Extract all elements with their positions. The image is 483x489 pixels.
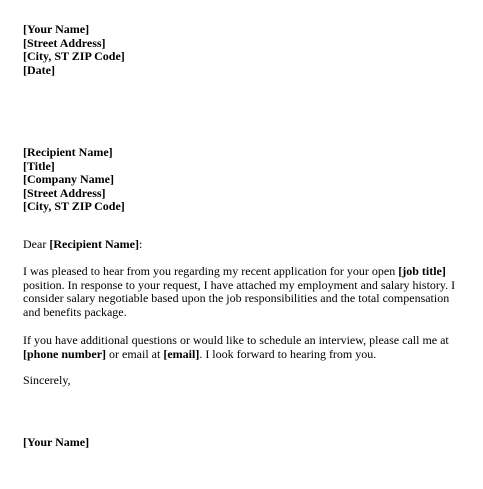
- salutation-suffix: :: [138, 237, 143, 251]
- signature-name: [Your Name]: [23, 435, 90, 449]
- phone-placeholder: [phone number]: [23, 346, 107, 361]
- closing-text: Sincerely,: [23, 373, 71, 387]
- email-placeholder: [email]: [163, 346, 200, 361]
- sender-address-block: [23, 23, 468, 77]
- recipient-title: [Title]: [23, 158, 55, 173]
- sender-name: [Your Name]: [23, 22, 90, 36]
- paragraph2-text-a: If you have additional questions or would like to schedule an interview, please call me at: [23, 333, 449, 347]
- body-paragraph-2: [23, 334, 468, 361]
- salutation-recipient-name: [Recipient Name]: [49, 237, 139, 251]
- paragraph1-text-b: position. In response to your request, I have attached my employment and salary history. I consider salary negotiable based upon the job responsibilities and the total compensation and benefits package.: [23, 277, 456, 319]
- body-paragraph-1: [23, 265, 468, 319]
- recipient-name: [Recipient Name]: [23, 145, 113, 159]
- sender-city: [City, ST ZIP Code]: [23, 49, 125, 63]
- paragraph2-text-b: or email at: [106, 346, 164, 361]
- paragraph2-text-c: . I look forward to hearing from you.: [199, 346, 377, 361]
- signature-block: [23, 436, 468, 450]
- letter-date: [Date]: [23, 62, 55, 77]
- recipient-company: [Company Name]: [23, 172, 114, 186]
- salutation: [23, 238, 468, 252]
- recipient-address-block: [23, 146, 468, 214]
- closing: [23, 374, 468, 388]
- sender-street: [Street Address]: [23, 35, 106, 50]
- job-title-placeholder: [job title]: [398, 264, 446, 278]
- recipient-city: [City, ST ZIP Code]: [23, 199, 125, 213]
- salutation-prefix: Dear: [23, 237, 50, 251]
- paragraph1-text-a: I was pleased to hear from you regarding my recent application for your open: [23, 264, 399, 278]
- recipient-street: [Street Address]: [23, 185, 106, 200]
